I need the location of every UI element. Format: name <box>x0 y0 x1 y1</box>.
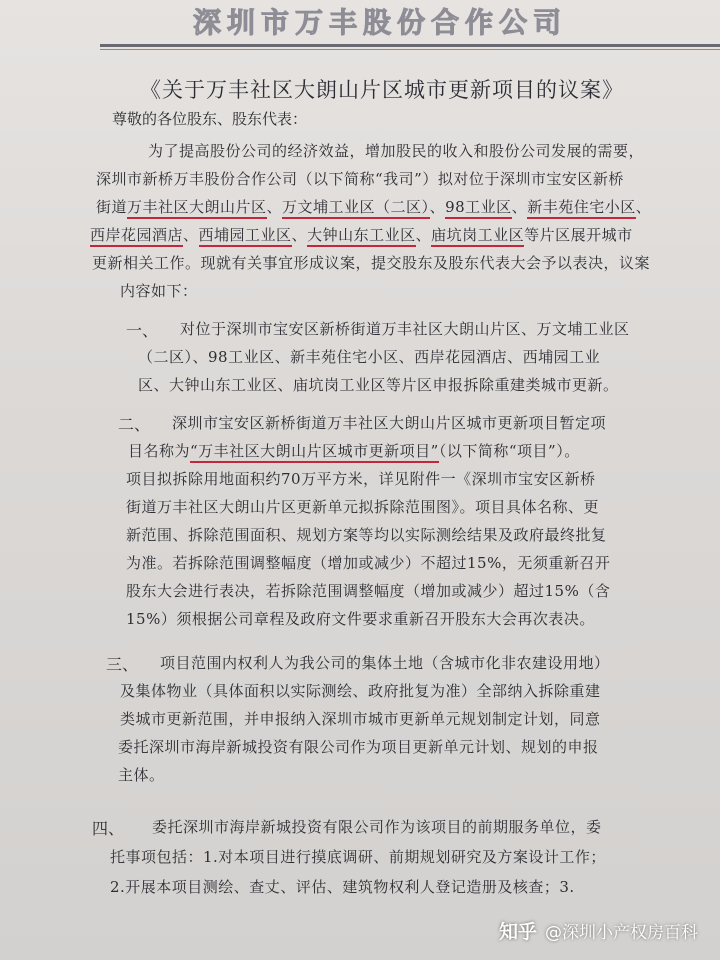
text-span: （以下简称“项目”）。 <box>438 442 580 460</box>
section-2-line-8: 15%）须根据公司章程及政府文件要求重新召开股东大会再次表决。 <box>126 610 595 628</box>
section-2-line-1: 深圳市宝安区新桥街道万丰社区大朗山片区城市更新项目暂定项 <box>172 414 607 432</box>
letterhead-rule-thin <box>100 49 720 50</box>
text-span: 目名称为 <box>128 442 191 460</box>
section-3-number: 三、 <box>106 655 139 674</box>
letterhead-rule-thick <box>100 44 720 47</box>
intro-line-5: 更新相关工作。现就有关事宜形成议案，提交股东及股东代表大会予以表决，议案 <box>92 254 651 272</box>
section-2-line-4: 街道万丰社区大朗山片区更新单元拟拆除范围图》。项目具体名称、更 <box>126 498 600 516</box>
salutation: 尊敬的各位股东、股东代表： <box>112 110 308 128</box>
company-letterhead-title: 深圳市万丰股份合作公司 <box>192 6 567 39</box>
section-3-line-1: 项目范围内权利人为我公司的集体土地（含城市化非农建设用地） <box>160 654 610 672</box>
section-4-line-3: 2.开展本项目测绘、查丈、评估、建筑物权利人登记造册及核查；3. <box>110 878 575 896</box>
underlined-place-name: 大钟山东工业区 <box>307 226 416 247</box>
underlined-place-name: 万丰社区大朗山片区 <box>127 198 267 219</box>
text-span: 、 <box>511 198 528 216</box>
underlined-place-name: 西埔园工业区 <box>199 226 292 247</box>
section-3-line-2: 及集体物业（具体面积以实际测绘、政府批复为准）全部纳入拆除重建 <box>120 682 601 700</box>
section-1-line-1: 对位于深圳市宝安区新桥街道万丰社区大朗山片区、万文埔工业区 <box>180 320 630 338</box>
watermark-account: @深圳小产权房百科 <box>545 923 698 943</box>
text-span: 、 <box>183 226 199 244</box>
underlined-place-name: 万文埔工业区（二区） <box>282 198 430 219</box>
intro-line-3 <box>96 196 651 217</box>
watermark-brand: 知乎 <box>498 921 537 943</box>
section-1-number: 一、 <box>126 321 159 340</box>
document-title: 《关于万丰社区大朗山片区城市更新项目的议案》 <box>140 78 624 102</box>
section-4-line-1: 委托深圳市海岸新城投资有限公司作为该项目的前期服务单位，委 <box>152 818 602 836</box>
text-span: 、 <box>429 198 446 216</box>
intro-line-1: 为了提高股份公司的经济效益，增加股民的收入和股份公司发展的需要， <box>148 142 645 160</box>
text-span: 、 <box>266 198 283 216</box>
letterhead <box>120 0 640 42</box>
text-span: 、 <box>291 226 308 244</box>
intro-line-4 <box>90 224 633 245</box>
underlined-place-name: 98工业区 <box>445 198 512 219</box>
text-span: 、 <box>415 226 432 244</box>
underlined-place-name: 庙坑岗工业区 <box>431 226 524 247</box>
section-2-number: 二、 <box>118 415 151 434</box>
section-3-line-4: 委托深圳市海岸新城投资有限公司作为项目更新单元计划、规划的申报 <box>118 738 599 756</box>
text-span: 街道 <box>96 198 128 216</box>
section-4-line-2: 托事项包括：1.对本项目进行摸底调研、前期规划研究及方案设计工作； <box>110 848 606 866</box>
section-4-number: 四、 <box>92 819 125 838</box>
underlined-place-name: 新丰苑住宅小区 <box>527 198 636 219</box>
section-1-line-2: （二区）、98工业区、新丰苑住宅小区、西岸花园酒店、西埔园工业 <box>138 348 601 366</box>
section-2-line-2 <box>128 440 580 461</box>
section-1-line-3: 区、大钟山东工业区、庙坑岗工业区等片区申报拆除重建类城市更新。 <box>138 376 619 394</box>
section-2-line-3: 项目拟拆除用地面积约70万平方米，详见附件一《深圳市宝安区新桥 <box>126 470 596 488</box>
underlined-place-name: 西岸花园酒店 <box>90 226 183 247</box>
text-span: 等片区展开城市 <box>524 226 633 244</box>
intro-line-6: 内容如下： <box>120 282 198 300</box>
watermark <box>499 917 698 944</box>
section-2-line-7: 股东大会进行表决，若拆除范围调整幅度（增加或减少）超过15%（含 <box>126 582 611 600</box>
section-2-line-6: 为准。若拆除范围调整幅度（增加或减少）不超过15%，无须重新召开 <box>126 554 611 572</box>
section-3-line-3: 类城市更新范围，并申报纳入深圳市城市更新单元规划制定计划，同意 <box>120 710 601 728</box>
text-span: 、 <box>635 198 652 216</box>
section-2-line-5: 新范围、拆除范围面积、规划方案等均以实际测绘结果及政府最终批复 <box>126 526 607 544</box>
section-3-line-5: 主体。 <box>118 766 165 784</box>
intro-line-2: 深圳市新桥万丰股份合作公司（以下简称“我司”）拟对位于深圳市宝安区新桥 <box>96 170 624 188</box>
underlined-project-name: “万丰社区大朗山片区城市更新项目” <box>190 442 439 463</box>
